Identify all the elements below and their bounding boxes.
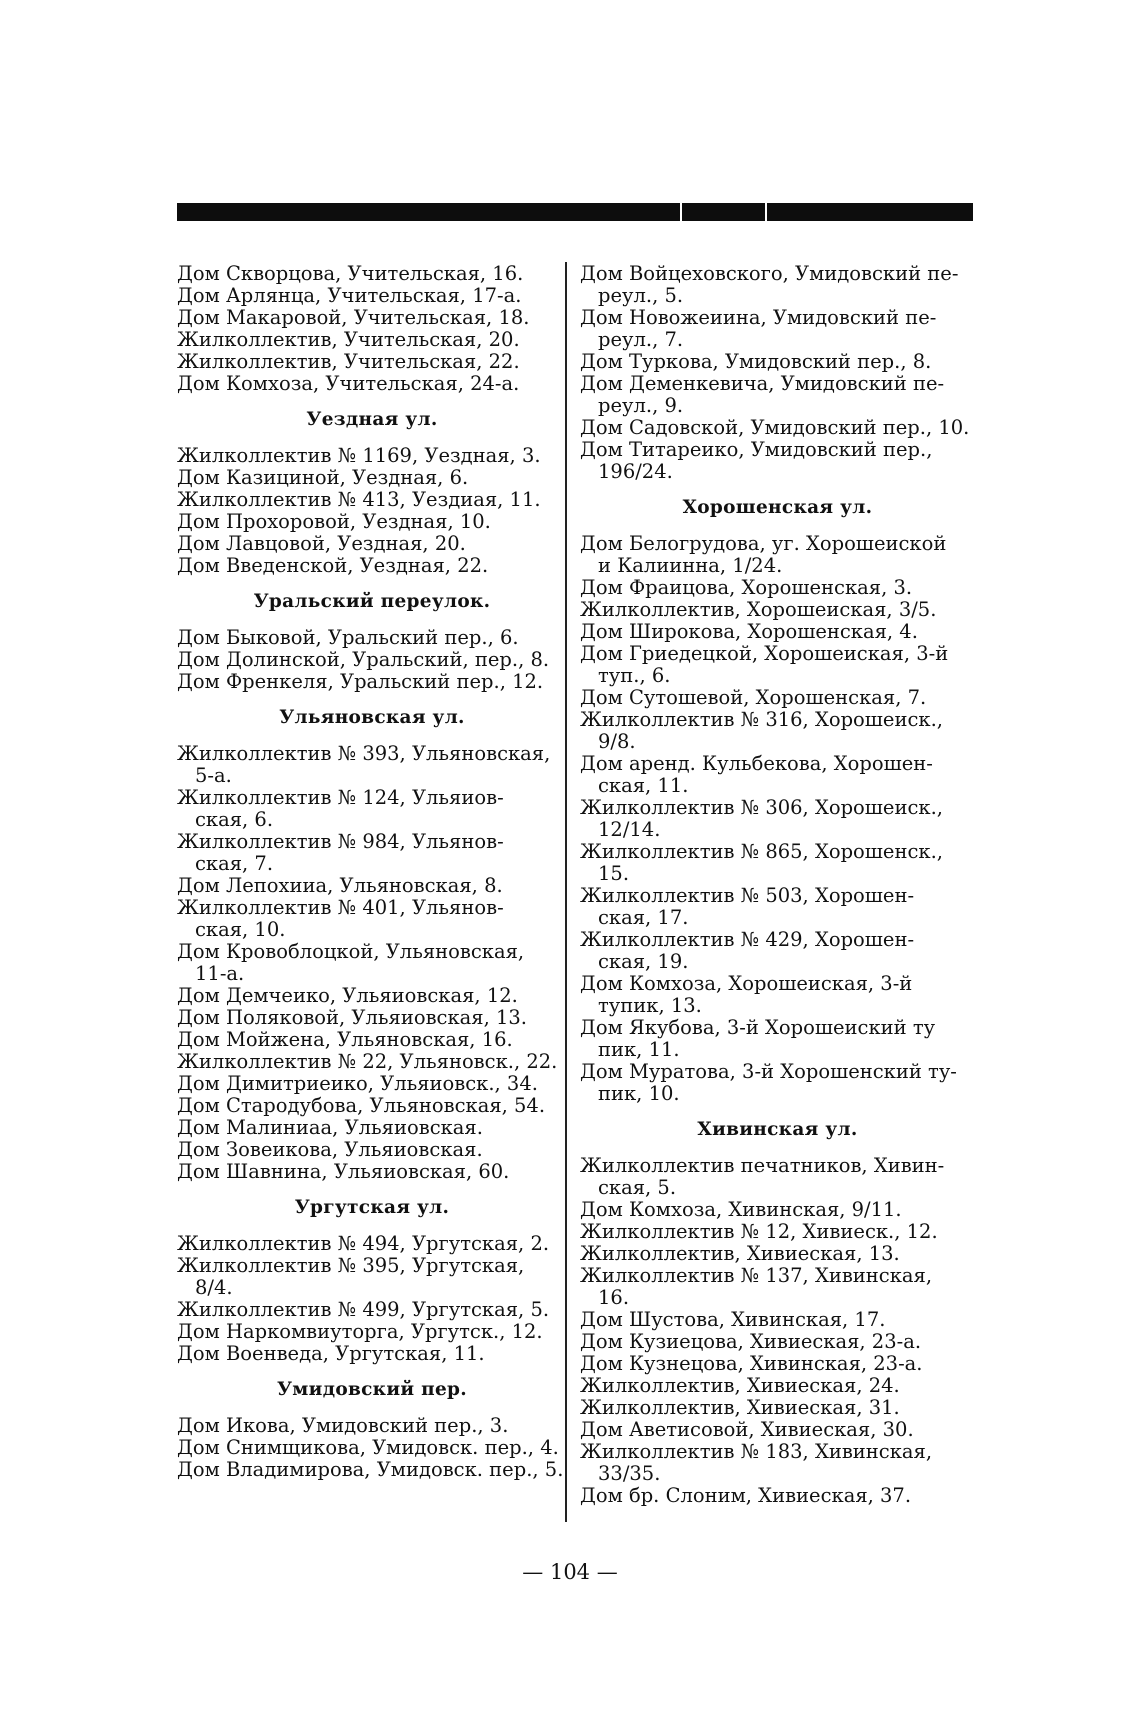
address-entry (177, 263, 567, 285)
entry-continuation: ская, 5. (598, 1176, 677, 1199)
entry-line: Дом Икова, Умидовский пер., 3. (177, 1414, 509, 1437)
address-entry (177, 511, 567, 533)
entry-line: Дом Мойжена, Ульяновская, 16. (177, 1028, 513, 1051)
address-entry (177, 1233, 567, 1255)
address-entry (580, 1061, 975, 1105)
entry-line: Дом Сутошевой, Хорошенская, 7. (580, 686, 927, 709)
entry-line: Жилколлектив № 393, Ульяновская, (177, 742, 551, 765)
section-heading: Уездная ул. (306, 409, 438, 430)
address-entry (177, 533, 567, 555)
address-entry (580, 1331, 975, 1353)
address-entry (580, 643, 975, 687)
address-entry (580, 1017, 975, 1061)
entry-continuation: ская, 7. (195, 852, 274, 875)
address-entry (177, 787, 567, 831)
address-entry (580, 929, 975, 973)
page-number: — 104 — (522, 1560, 618, 1584)
entry-continuation: ская, 17. (598, 906, 689, 929)
section-heading: Ургутская ул. (294, 1197, 450, 1218)
entry-line: Дом Быковой, Уральский пер., 6. (177, 626, 519, 649)
address-entry (177, 1321, 567, 1343)
entry-line: Жилколлектив № 984, Ульянов- (177, 830, 504, 853)
right-column (580, 263, 975, 1507)
entry-line: Дом Деменкевича, Умидовский пе- (580, 372, 945, 395)
address-entry (580, 599, 975, 621)
entry-line: Дом Военведа, Ургутская, 11. (177, 1342, 485, 1365)
address-entry (177, 1255, 567, 1299)
entry-line: Жилколлектив, Учительская, 20. (177, 328, 520, 351)
address-entry (580, 1243, 975, 1265)
entry-line: Дом Лавцовой, Уездная, 20. (177, 532, 466, 555)
entry-continuation: туп., 6. (598, 664, 671, 687)
entry-line: Дом аренд. Кульбекова, Хорошен- (580, 752, 933, 775)
address-entry (580, 1375, 975, 1397)
entry-line: Дом Фраицова, Хорошенская, 3. (580, 576, 913, 599)
entry-line: Дом Зовеикова, Ульяиовская. (177, 1138, 483, 1161)
entry-continuation: 16. (598, 1286, 630, 1309)
entry-line: Дом Комхоза, Учительская, 24-а. (177, 372, 520, 395)
entry-line: Жилколлектив, Хивиеская, 31. (580, 1396, 900, 1419)
entry-line: Дом Аветисовой, Хивиеская, 30. (580, 1418, 914, 1441)
entry-line: Жилколлектив печатников, Хивин- (580, 1154, 945, 1177)
entry-continuation: 11-а. (195, 962, 245, 985)
entry-line: Жилколлектив № 494, Ургутская, 2. (177, 1232, 550, 1255)
address-entry (177, 489, 567, 511)
entry-line: Дом Наркомвиуторга, Ургутск., 12. (177, 1320, 543, 1343)
entry-continuation: ская, 6. (195, 808, 274, 831)
entry-line: Дом Новожеиина, Умидовский пе- (580, 306, 937, 329)
address-entry (580, 1419, 975, 1441)
address-entry (177, 985, 567, 1007)
entry-continuation: пик, 11. (598, 1038, 680, 1061)
address-entry (177, 1343, 567, 1365)
entry-continuation: ская, 11. (598, 774, 689, 797)
entry-line: Жилколлектив № 865, Хорошенск., (580, 840, 943, 863)
address-entry (177, 1029, 567, 1051)
address-entry (177, 1299, 567, 1321)
left-column (177, 263, 567, 1481)
address-entry (177, 941, 567, 985)
entry-line: Дом бр. Слоним, Хивиеская, 37. (580, 1484, 912, 1507)
entry-line: Дом Стародубова, Ульяновская, 54. (177, 1094, 546, 1117)
address-entry (177, 1073, 567, 1095)
entry-line: Дом Гриедецкой, Хорошеиская, 3-й (580, 642, 949, 665)
entry-line: Дом Войцеховского, Умидовский пе- (580, 262, 959, 285)
section-heading: Хорошенская ул. (682, 497, 873, 518)
address-entry (177, 1415, 567, 1437)
address-entry (177, 649, 567, 671)
section-heading: Хивинская ул. (697, 1119, 858, 1140)
address-entry (177, 373, 567, 395)
entry-line: Дом Владимирова, Умидовск. пер., 5. (177, 1458, 564, 1481)
entry-line: Жилколлектив, Хорошеиская, 3/5. (580, 598, 937, 621)
address-entry (580, 1353, 975, 1375)
entry-line: Жилколлектив № 503, Хорошен- (580, 884, 915, 907)
entry-line: Жилколлектив № 1169, Уездная, 3. (177, 444, 541, 467)
entry-line: Жилколлектив № 429, Хорошен- (580, 928, 915, 951)
address-entry (580, 709, 975, 753)
section-heading: Умидовский пер. (276, 1379, 468, 1400)
address-entry (580, 841, 975, 885)
address-entry (177, 627, 567, 649)
entry-line: Дом Шустова, Хивинская, 17. (580, 1308, 886, 1331)
entry-line: Жилколлектив № 413, Уездиая, 11. (177, 488, 541, 511)
entry-line: Дом Садовской, Умидовский пер., 10. (580, 416, 970, 439)
entry-line: Жилколлектив № 306, Хорошеиск., (580, 796, 943, 819)
address-entry (177, 555, 567, 577)
entry-line: Дом Френкеля, Уральский пер., 12. (177, 670, 544, 693)
entry-continuation: 15. (598, 862, 630, 885)
address-entry (177, 351, 567, 373)
entry-line: Дом Снимщикова, Умидовск. пер., 4. (177, 1436, 559, 1459)
entry-line: Дом Арлянца, Учительская, 17-а. (177, 284, 522, 307)
address-entry (580, 533, 975, 577)
address-entry (580, 307, 975, 351)
section-heading: Ульяновская ул. (279, 707, 465, 728)
entry-line: Дом Димитриеико, Ульяиовск., 34. (177, 1072, 538, 1095)
entry-line: Жилколлектив № 395, Ургутская, (177, 1254, 525, 1277)
entry-line: Дом Скворцова, Учительская, 16. (177, 262, 524, 285)
address-entry (580, 687, 975, 709)
address-entry (177, 671, 567, 693)
entry-line: Жилколлектив № 124, Ульяиов- (177, 786, 504, 809)
entry-line: Дом Кузиецова, Хивиеская, 23-а. (580, 1330, 922, 1353)
address-entry (580, 1199, 975, 1221)
entry-line: Дом Казициной, Уездная, 6. (177, 466, 469, 489)
address-entry (177, 445, 567, 467)
address-entry (580, 1221, 975, 1243)
entry-line: Дом Муратова, 3-й Хорошенский ту- (580, 1060, 957, 1083)
entry-continuation: реул., 5. (598, 284, 684, 307)
entry-continuation: 196/24. (598, 460, 673, 483)
address-entry (177, 329, 567, 351)
address-entry (580, 797, 975, 841)
entry-line: Дом Введенской, Уездная, 22. (177, 554, 489, 577)
address-entry (177, 1095, 567, 1117)
entry-line: Дом Якубова, 3-й Хорошеиский ту (580, 1016, 936, 1039)
address-entry (177, 1139, 567, 1161)
address-entry (580, 973, 975, 1017)
entry-line: Жилколлектив № 316, Хорошеиск., (580, 708, 943, 731)
address-entry (177, 897, 567, 941)
entry-continuation: реул., 7. (598, 328, 684, 351)
entry-line: Жилколлектив № 499, Ургутская, 5. (177, 1298, 550, 1321)
entry-line: Дом Прохоровой, Уездная, 10. (177, 510, 491, 533)
entry-line: Дом Белогрудова, уг. Хорошеиской (580, 532, 947, 555)
address-entry (580, 1397, 975, 1419)
address-entry (177, 875, 567, 897)
address-entry (580, 351, 975, 373)
entry-continuation: пик, 10. (598, 1082, 680, 1105)
entry-continuation: реул., 9. (598, 394, 684, 417)
address-entry (580, 1485, 975, 1507)
entry-line: Жилколлектив № 183, Хивинская, (580, 1440, 933, 1463)
entry-line: Дом Лепохииа, Ульяновская, 8. (177, 874, 503, 897)
address-entry (177, 1459, 567, 1481)
column-divider (565, 262, 567, 1522)
address-entry (580, 621, 975, 643)
entry-continuation: ская, 10. (195, 918, 286, 941)
entry-continuation: ская, 19. (598, 950, 689, 973)
section-heading: Уральский переулок. (253, 591, 491, 612)
entry-continuation: 5-а. (195, 764, 232, 787)
address-entry (177, 831, 567, 875)
address-entry (580, 885, 975, 929)
entry-line: Жилколлектив № 22, Ульяновск., 22. (177, 1050, 558, 1073)
entry-line: Дом Комхоза, Хорошеиская, 3-й (580, 972, 913, 995)
entry-line: Дом Титареико, Умидовский пер., (580, 438, 933, 461)
address-entry (177, 467, 567, 489)
entry-line: Дом Макаровой, Учительская, 18. (177, 306, 530, 329)
entry-line: Жилколлектив, Хивиеская, 13. (580, 1242, 900, 1265)
address-entry (177, 1161, 567, 1183)
address-entry (580, 577, 975, 599)
address-entry (177, 1437, 567, 1459)
entry-line: Жилколлектив № 401, Ульянов- (177, 896, 504, 919)
entry-line: Жилколлектив, Хивиеская, 24. (580, 1374, 900, 1397)
entry-line: Дом Широкова, Хорошенская, 4. (580, 620, 918, 643)
entry-continuation: и Калиинна, 1/24. (598, 554, 783, 577)
entry-line: Дом Демчеико, Ульяиовская, 12. (177, 984, 518, 1007)
entry-line: Дом Комхоза, Хивинская, 9/11. (580, 1198, 902, 1221)
entry-line: Жилколлектив, Учительская, 22. (177, 350, 520, 373)
address-entry (580, 373, 975, 417)
entry-line: Дом Малиниаа, Ульяиовская. (177, 1116, 483, 1139)
entry-continuation: тупик, 13. (598, 994, 702, 1017)
address-entry (580, 439, 975, 483)
address-entry (177, 1051, 567, 1073)
entry-line: Жилколлектив № 12, Хивиеск., 12. (580, 1220, 938, 1243)
address-entry (177, 285, 567, 307)
entry-line: Дом Кузнецова, Хивинская, 23-а. (580, 1352, 923, 1375)
address-entry (580, 1265, 975, 1309)
address-entry (177, 307, 567, 329)
entry-continuation: 12/14. (598, 818, 661, 841)
entry-line: Жилколлектив № 137, Хивинская, (580, 1264, 933, 1287)
entry-continuation: 9/8. (598, 730, 636, 753)
entry-line: Дом Туркова, Умидовский пер., 8. (580, 350, 932, 373)
entry-line: Дом Поляковой, Ульяиовская, 13. (177, 1006, 527, 1029)
address-entry (580, 1441, 975, 1485)
address-entry (580, 1155, 975, 1199)
address-entry (177, 743, 567, 787)
address-entry (580, 753, 975, 797)
address-entry (177, 1007, 567, 1029)
entry-line: Дом Кровоблоцкой, Ульяновская, (177, 940, 525, 963)
address-entry (580, 1309, 975, 1331)
entry-line: Дом Долинской, Уральский, пер., 8. (177, 648, 550, 671)
entry-line: Дом Шавнина, Ульяиовская, 60. (177, 1160, 510, 1183)
address-entry (580, 263, 975, 307)
top-rule (177, 203, 973, 221)
entry-continuation: 33/35. (598, 1462, 661, 1485)
address-entry (580, 417, 975, 439)
entry-continuation: 8/4. (195, 1276, 233, 1299)
address-entry (177, 1117, 567, 1139)
